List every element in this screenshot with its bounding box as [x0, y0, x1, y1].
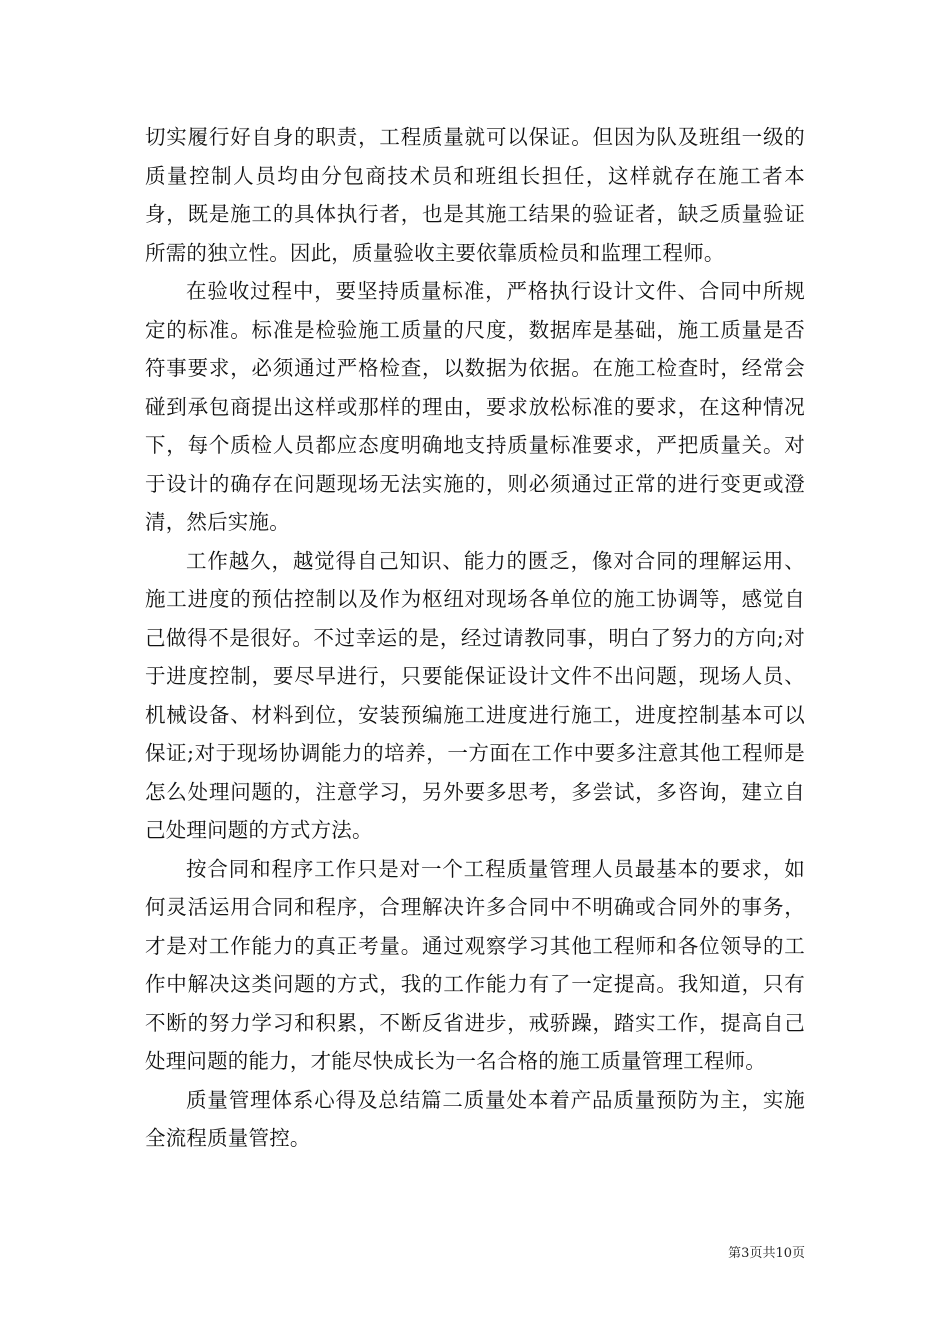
paragraph-contract-procedure: 按合同和程序工作只是对一个工程质量管理人员最基本的要求，如何灵活运用合同和程序，合理解决许多合同中不明确或合同外的事务，才是对工作能力的真正考量。通过观察学习其他工程师和各位领导的工作中解决这类问题的方式，我的工作能力有了一定提高。我知道，只有不断的努力学习和积累，不断反省进步，戒骄躁，踏实工作，提高自己处理问题的能力，才能尽快成长为一名合格的施工质量管理工程师。: [145, 856, 805, 1073]
page-number-footer: 第3页共10页: [728, 1246, 805, 1261]
paragraph-work-experience: 工作越久，越觉得自己知识、能力的匮乏，像对合同的理解运用、施工进度的预估控制以及作为枢纽对现场各单位的施工协调等，感觉自己做得不是很好。不过幸运的是，经过请教同事，明白了努力的方向;对于进度控制，要尽早进行，只要能保证设计文件不出问题，现场人员、机械设备、材料到位，安装预编施工进度进行施工，进度控制基本可以保证;对于现场协调能力的培养，一方面在工作中要多注意其他工程师是怎么处理问题的，注意学习，另外要多思考，多尝试，多咨询，建立自己处理问题的方式方法。: [145, 548, 805, 842]
paragraph-continuation: 切实履行好自身的职责，工程质量就可以保证。但因为队及班组一级的质量控制人员均由分包商技术员和班组长担任，这样就存在施工者本身，既是施工的具体执行者，也是其施工结果的验证者，缺乏质量验证所需的独立性。因此，质量验收主要依靠质检员和监理工程师。: [145, 125, 805, 265]
paragraph-summary-part-two: 质量管理体系心得及总结篇二质量处本着产品质量预防为主，实施全流程质量管控。: [145, 1087, 805, 1150]
document-body: [145, 118, 805, 1158]
paragraph-acceptance-standards: 在验收过程中，要坚持质量标准，严格执行设计文件、合同中所规定的标准。标准是检验施工质量的尺度，数据库是基础，施工质量是否符事要求，必须通过严格检查，以数据为依据。在施工检查时，经常会碰到承包商提出这样或那样的理由，要求放松标准的要求，在这种情况下，每个质检人员都应态度明确地支持质量标准要求，严把质量关。对于设计的确存在问题现场无法实施的，则必须通过正常的进行变更或澄清，然后实施。: [145, 279, 805, 534]
